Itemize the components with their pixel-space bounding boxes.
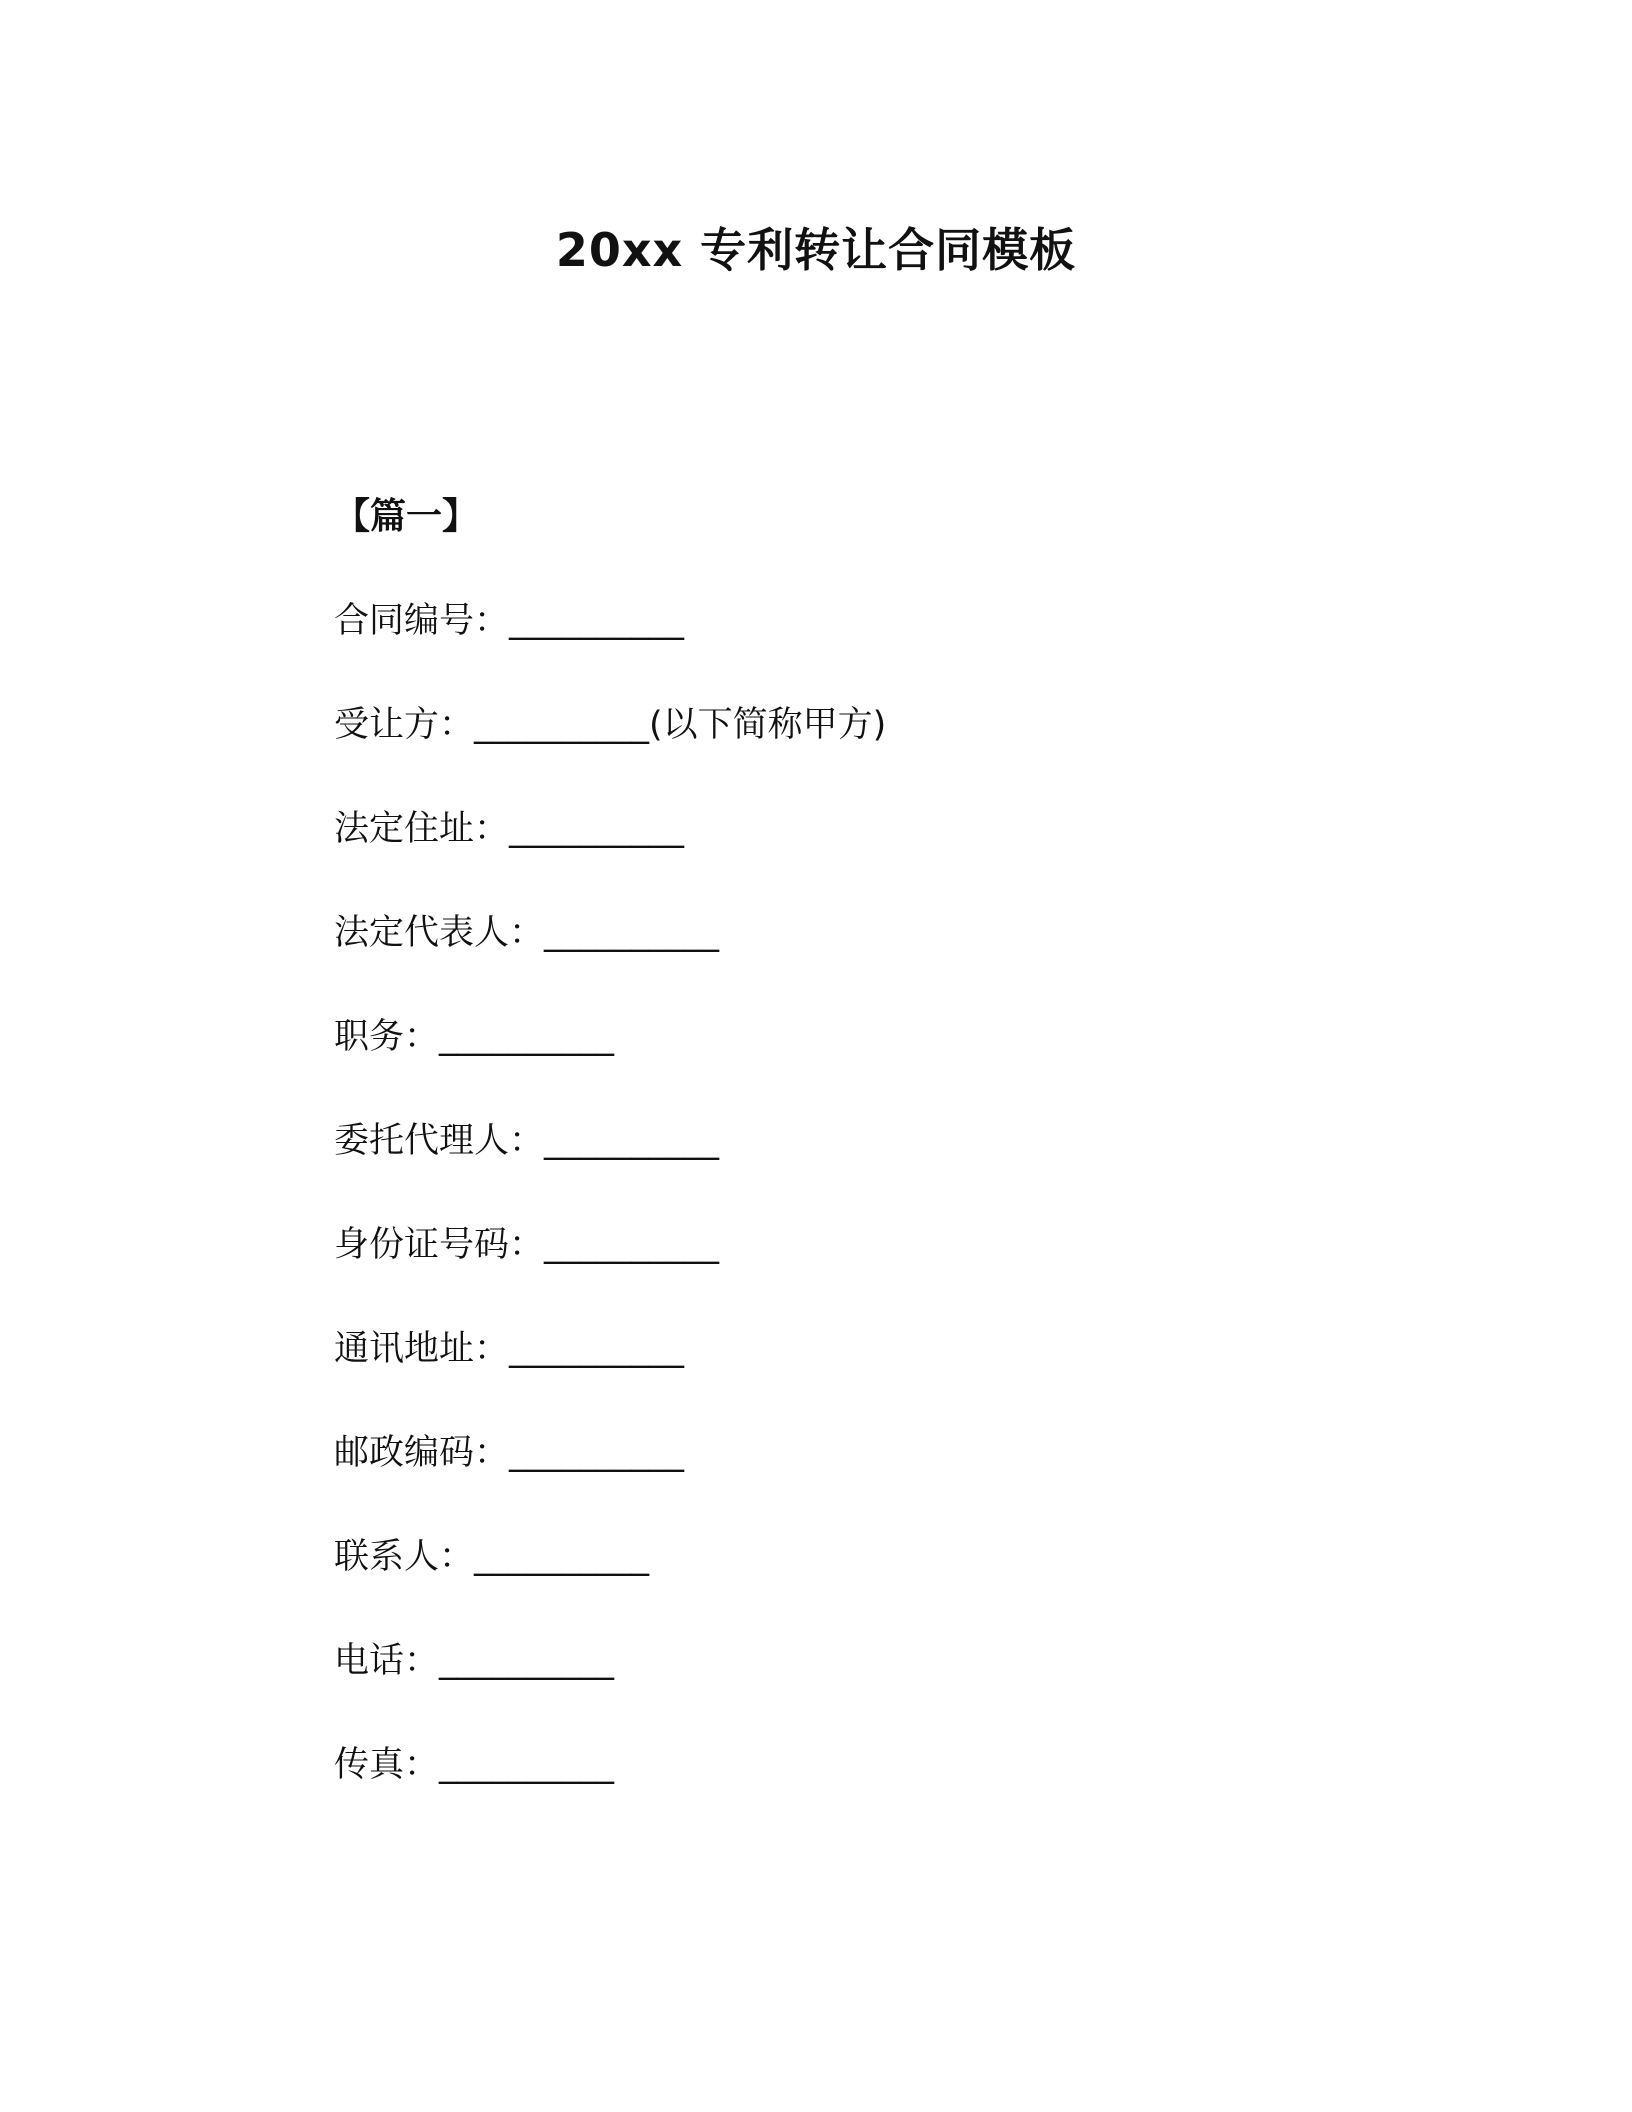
contract-field-list [334,596,1434,1844]
field-legal-representative [334,908,1434,1012]
field-label: 邮政编码： [334,1433,510,1473]
field-blank: __________ [544,1225,720,1265]
field-legal-address [334,804,1434,908]
field-label: 身份证号码： [334,1225,545,1265]
field-label: 法定代表人： [334,913,545,953]
field-id-number [334,1220,1434,1324]
field-label: 传真： [334,1745,440,1785]
field-fax [334,1740,1434,1844]
field-blank: __________ [544,1121,720,1161]
field-blank: __________ [439,1641,615,1681]
field-blank: __________ [509,1329,685,1369]
field-label: 法定住址： [334,809,510,849]
field-authorized-agent [334,1116,1434,1220]
field-telephone [334,1636,1434,1740]
field-position [334,1012,1434,1116]
field-postal-code [334,1428,1434,1532]
field-label: 受让方： [334,705,475,745]
field-label: 委托代理人： [334,1121,545,1161]
field-blank: __________ [544,913,720,953]
field-blank: __________ [474,705,650,745]
field-blank: __________ [439,1745,615,1785]
field-blank: __________ [439,1017,615,1057]
field-label: 通讯地址： [334,1329,510,1369]
field-suffix: (以下简称甲方) [649,705,887,745]
field-contract-number [334,596,1434,700]
field-blank: __________ [509,809,685,849]
field-label: 合同编号： [334,601,510,641]
field-mailing-address [334,1324,1434,1428]
section-heading: 【篇一】 [334,496,479,537]
field-blank: __________ [509,1433,685,1473]
field-blank: __________ [474,1537,650,1577]
field-blank: __________ [509,601,685,641]
field-label: 电话： [334,1641,440,1681]
field-label: 职务： [334,1017,440,1057]
document-title: 20xx 专利转让合同模板 [555,223,1077,277]
field-label: 联系人： [334,1537,475,1577]
field-assignee [334,700,1434,804]
field-contact-person [334,1532,1434,1636]
